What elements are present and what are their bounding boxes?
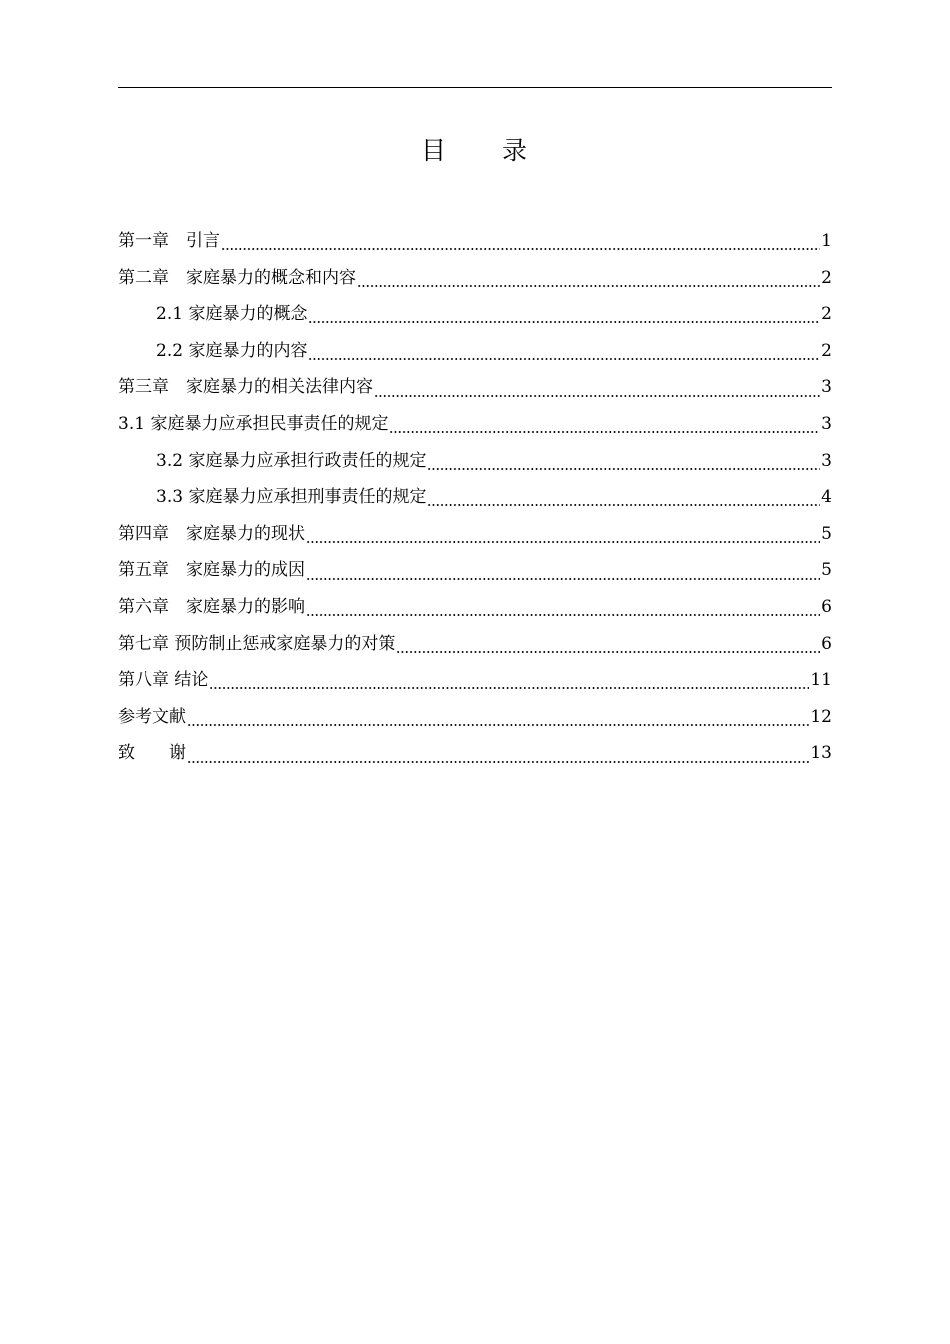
toc-entry-section-2-2[interactable] (118, 333, 832, 370)
toc-entry-page: 3 (821, 450, 832, 471)
toc-entry-section-3-2[interactable] (118, 443, 832, 480)
toc-entry-label: 参考文献 (118, 706, 186, 727)
dot-leader (357, 268, 820, 288)
toc-entry-page: 5 (821, 560, 832, 581)
toc-entry-label: 第六章 家庭暴力的影响 (118, 596, 305, 617)
toc-entry-chapter-2[interactable] (118, 260, 832, 297)
dot-leader (427, 487, 820, 507)
toc-entry-label: 2.2 家庭暴力的内容 (156, 340, 308, 361)
toc-entry-acknowledgements[interactable] (118, 735, 832, 772)
toc-entry-label: 第四章 家庭暴力的现状 (118, 523, 305, 544)
toc-entry-page: 3 (821, 413, 832, 434)
page-title: 目 录 (420, 136, 529, 165)
toc-entry-label: 第三章 家庭暴力的相关法律内容 (118, 377, 373, 398)
toc-entry-label: 3.1 家庭暴力应承担民事责任的规定 (118, 413, 389, 434)
header-rule (118, 87, 832, 88)
toc-entry-page: 12 (810, 706, 832, 727)
toc-entry-page: 4 (821, 487, 832, 508)
dot-leader (306, 561, 820, 581)
dot-leader (221, 231, 820, 251)
toc-entry-chapter-3[interactable] (118, 369, 832, 406)
dot-leader (427, 451, 820, 471)
toc-entry-page: 2 (821, 340, 832, 361)
toc-entry-chapter-7[interactable] (118, 626, 832, 663)
toc-entry-label: 3.3 家庭暴力应承担刑事责任的规定 (156, 487, 427, 508)
toc-entry-page: 6 (821, 633, 832, 654)
dot-leader (306, 597, 820, 617)
toc-entry-page: 6 (821, 596, 832, 617)
toc-entry-label: 致 谢 (118, 743, 186, 764)
toc-entry-chapter-4[interactable] (118, 516, 832, 553)
toc-entry-section-3-1[interactable] (118, 406, 832, 443)
dot-leader (187, 744, 809, 764)
toc-entry-chapter-8[interactable] (118, 662, 832, 699)
table-of-contents (118, 223, 832, 772)
dot-leader (308, 304, 820, 324)
dot-leader (374, 378, 820, 398)
toc-entry-chapter-5[interactable] (118, 552, 832, 589)
toc-entry-page: 2 (821, 267, 832, 288)
toc-entry-page: 5 (821, 523, 832, 544)
toc-entry-label: 第五章 家庭暴力的成因 (118, 560, 305, 581)
toc-entry-label: 3.2 家庭暴力应承担行政责任的规定 (156, 450, 427, 471)
toc-entry-page: 11 (810, 670, 832, 691)
toc-entry-label: 第二章 家庭暴力的概念和内容 (118, 267, 356, 288)
dot-leader (306, 524, 820, 544)
toc-entry-label: 2.1 家庭暴力的概念 (156, 304, 308, 325)
dot-leader (396, 634, 820, 654)
dot-leader (187, 707, 809, 727)
toc-entry-label: 第七章 预防制止惩戒家庭暴力的对策 (118, 633, 396, 654)
toc-entry-page: 1 (821, 231, 832, 251)
toc-entry-page: 3 (821, 377, 832, 398)
toc-entry-section-2-1[interactable] (118, 296, 832, 333)
toc-entry-references[interactable] (118, 699, 832, 736)
toc-entry-label: 第八章 结论 (118, 670, 209, 691)
dot-leader (308, 341, 820, 361)
toc-entry-chapter-6[interactable] (118, 589, 832, 626)
toc-entry-chapter-1[interactable] (118, 223, 832, 260)
dot-leader (209, 670, 809, 690)
toc-entry-section-3-3[interactable] (118, 479, 832, 516)
dot-leader (389, 414, 820, 434)
toc-entry-page: 13 (810, 743, 832, 764)
toc-entry-label: 第一章 引言 (118, 231, 220, 251)
toc-entry-page: 2 (821, 304, 832, 325)
